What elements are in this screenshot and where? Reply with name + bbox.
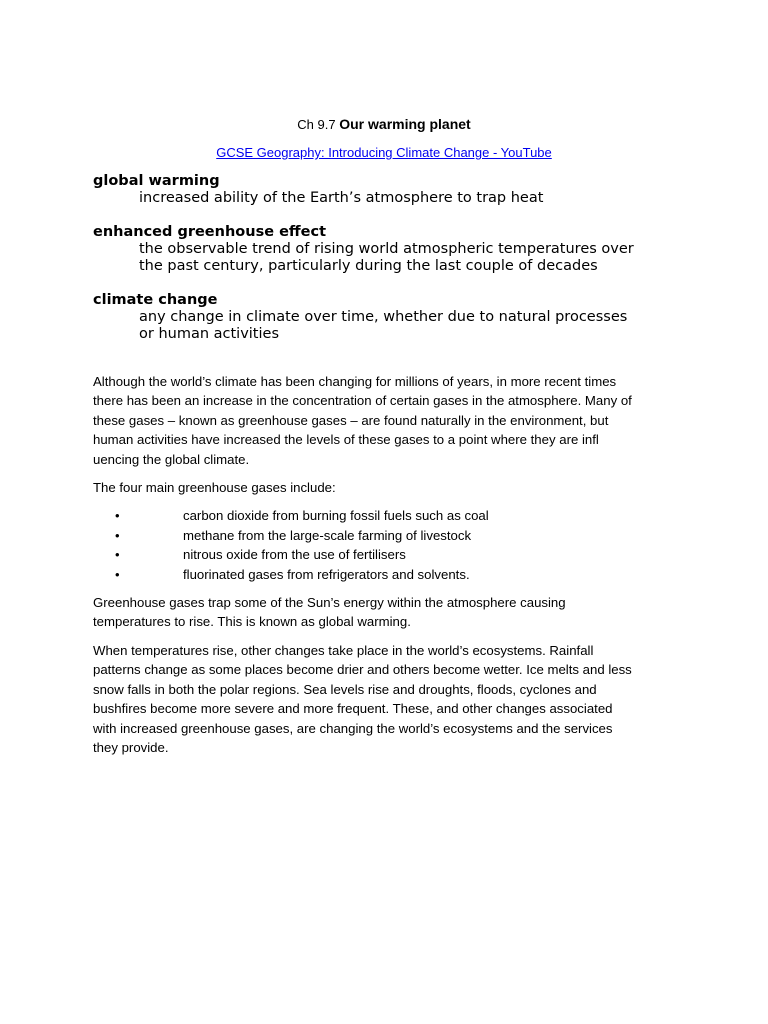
youtube-link[interactable]: GCSE Geography: Introducing Climate Change - YouTube: [216, 145, 552, 160]
chapter-title: Our warming planet: [339, 116, 471, 132]
paragraph-global-warming: Greenhouse gases trap some of the Sun’s energy within the atmosphere causing temperatures to rise. This is known as global warming.: [93, 595, 566, 630]
body-text: [93, 372, 683, 766]
glossary-term: enhanced greenhouse effect: [93, 224, 327, 240]
list-item: [93, 545, 683, 564]
bullet-icon: •: [115, 547, 120, 563]
paragraph-ecosystem-changes: When temperatures rise, other changes take place in the world’s ecosystems. Rainfall patterns change as some places become drier and others become wetter. Ice melts and less snow falls in both the polar regions. Sea levels rise and droughts, floods, cyclones and bushfires become more severe and more frequent. These, and other changes associated with increased greenhouse gases, are changing the world’s ecosystems and the services they provide.: [93, 642, 632, 755]
paragraph-gases-intro: The four main greenhouse gases include:: [93, 480, 336, 496]
list-item-text: carbon dioxide from burning fossil fuels such as coal: [183, 508, 489, 524]
list-item-text: methane from the large-scale farming of livestock: [183, 527, 472, 543]
bullet-icon: •: [115, 508, 120, 524]
glossary-entry-global-warming: [93, 173, 693, 207]
list-item: [93, 526, 683, 545]
video-link-line: [0, 145, 768, 160]
paragraph-intro: Although the world’s climate has been changing for millions of years, in more recent times there has been an increase in the concentration of certain gases in the atmosphere. Many of these gases – known as greenhouse gases – are found naturally in the environment, but human activities have increased the levels of these gases to a point where they are infl uencing the global climate.: [93, 374, 632, 467]
glossary-entry-enhanced-greenhouse-effect: [93, 224, 693, 275]
list-item: [93, 565, 683, 584]
page-title: [0, 116, 768, 132]
glossary-term: global warming: [93, 173, 220, 189]
chapter-number: Ch 9.7: [297, 117, 336, 132]
glossary-definition: the observable trend of rising world atmospheric temperatures over the past century, particularly during the last couple of decades: [139, 241, 634, 274]
list-item-text: nitrous oxide from the use of fertilisers: [183, 547, 406, 563]
glossary-definition: increased ability of the Earth’s atmosphere to trap heat: [139, 190, 544, 206]
glossary-entry-climate-change: [93, 292, 693, 343]
bullet-icon: •: [115, 527, 120, 543]
glossary-term: climate change: [93, 292, 218, 308]
glossary-definition: any change in climate over time, whether due to natural processes or human activities: [139, 309, 628, 342]
list-item: [93, 506, 683, 525]
bullet-icon: •: [115, 566, 120, 582]
greenhouse-gases-list: [93, 506, 683, 584]
glossary: [93, 173, 693, 360]
list-item-text: fluorinated gases from refrigerators and solvents.: [183, 566, 470, 582]
